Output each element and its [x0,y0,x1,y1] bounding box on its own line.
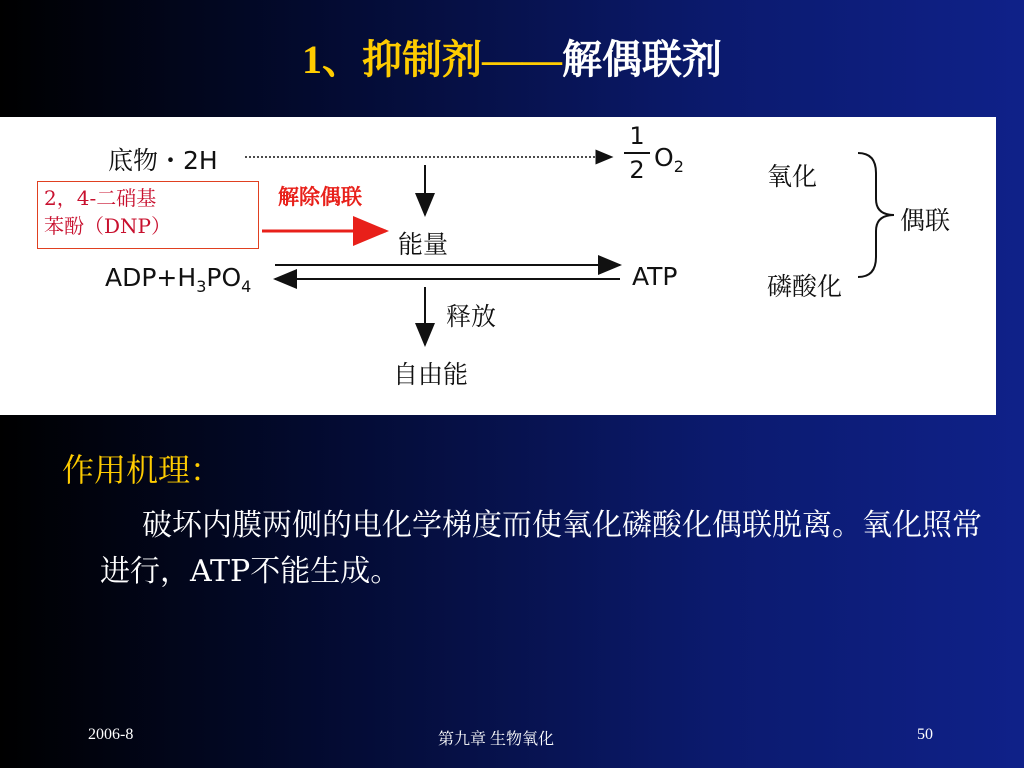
mechanism-body: 破坏内膜两侧的电化学梯度而使氧化磷酸化偶联脱离。氧化照常进行，ATP不能生成。 [100,508,982,589]
dnp-line-2: 苯酚（DNP） [44,214,171,238]
adp-po: PO [206,263,242,292]
half-fraction [622,122,652,184]
phosphorylation-label: 磷酸化 [767,272,843,301]
coupling-label: 偶联 [900,206,951,235]
diagram-panel [0,117,996,415]
footer-page-number: 50 [917,726,933,743]
fraction-bar [624,152,650,154]
release-label: 释放 [446,302,497,331]
coupling-brace [858,153,894,277]
slide-title [0,28,1024,85]
oxygen-symbol: O [654,143,674,172]
oxidation-label: 氧化 [767,162,818,191]
footer-date: 2006-8 [88,726,134,743]
substrate-label: 底物・2H [108,146,218,175]
dnp-line-1: 2，4-二硝基 [44,186,157,210]
dnp-box [37,181,259,249]
uncoupling-label: 解除偶联 [278,185,362,209]
footer-chapter: 第九章 生物氧化 [438,731,555,748]
adp-label [105,263,251,296]
title-number: 1、抑制剂—— [302,37,562,82]
mechanism-heading: 作用机理： [62,451,223,489]
adp-subscript-3: 3 [196,277,207,296]
half-numerator: 1 [629,122,645,150]
oxygen-label [654,143,684,176]
free-energy-label: 自由能 [393,360,469,389]
adp-subscript-4: 4 [241,277,252,296]
half-denominator: 2 [629,156,645,184]
adp-text: ADP+H [105,263,197,292]
energy-label: 能量 [398,230,449,259]
atp-label: ATP [632,262,678,291]
title-rest: 解偶联剂 [562,37,722,82]
oxygen-subscript: 2 [673,157,684,176]
